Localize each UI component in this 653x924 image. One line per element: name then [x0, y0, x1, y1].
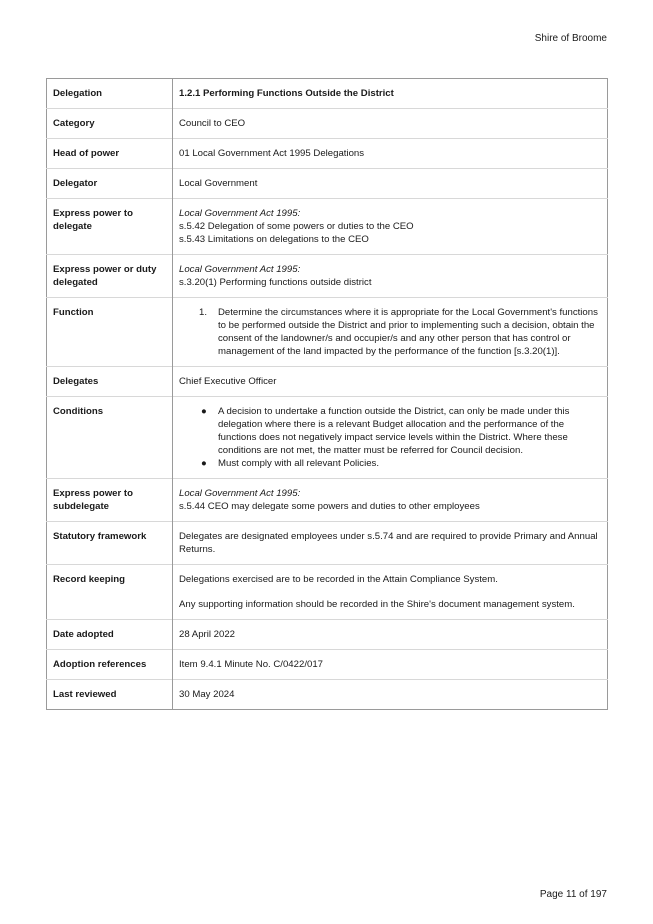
row-delegation — [47, 79, 608, 109]
record-keeping-para: Delegations exercised are to be recorded in the Attain Compliance System. — [179, 574, 498, 585]
conditions-list — [179, 405, 601, 470]
function-item — [179, 306, 601, 358]
value-head-of-power: 01 Local Government Act 1995 Delegations — [173, 139, 608, 169]
value-record-keeping — [173, 565, 608, 620]
row-head-of-power — [47, 139, 608, 169]
value-express-power-duty — [173, 255, 608, 298]
condition-item — [179, 457, 601, 470]
act-name: Local Government Act 1995: — [179, 264, 301, 275]
label-express-power-duty: Express power or duty delegated — [47, 255, 173, 298]
value-statutory-framework: Delegates are designated employees under s.5.74 and are required to provide Primary and Annual Returns. — [173, 522, 608, 565]
label-statutory-framework: Statutory framework — [47, 522, 173, 565]
label-last-reviewed: Last reviewed — [47, 680, 173, 710]
condition-text: A decision to undertake a function outside the District, can only be made under this delegation where there is a relevant Budget allocation and the performance of the functions does not negatively impact service levels within the District. Where these conditions are not met, the matter must be referred for Council decision. — [218, 406, 570, 456]
row-category — [47, 109, 608, 139]
label-date-adopted: Date adopted — [47, 620, 173, 650]
value-date-adopted: 28 April 2022 — [173, 620, 608, 650]
label-record-keeping: Record keeping — [47, 565, 173, 620]
act-name: Local Government Act 1995: — [179, 488, 301, 499]
label-conditions: Conditions — [47, 397, 173, 479]
function-item-number: 1. — [199, 307, 208, 318]
row-last-reviewed — [47, 680, 608, 710]
row-express-power-delegate — [47, 199, 608, 255]
section-line: s.3.20(1) Performing functions outside district — [179, 277, 372, 288]
row-record-keeping — [47, 565, 608, 620]
section-line: s.5.43 Limitations on delegations to the CEO — [179, 234, 369, 245]
label-delegation: Delegation — [47, 79, 173, 109]
bullet-icon: ● — [201, 458, 207, 469]
value-delegator: Local Government — [173, 169, 608, 199]
row-function — [47, 298, 608, 367]
record-keeping-para: Any supporting information should be recorded in the Shire's document management system. — [179, 599, 575, 610]
value-function — [173, 298, 608, 367]
page-header-org: Shire of Broome — [534, 33, 607, 44]
label-express-power-subdelegate: Express power to subdelegate — [47, 479, 173, 522]
value-category: Council to CEO — [173, 109, 608, 139]
label-delegates: Delegates — [47, 367, 173, 397]
row-express-power-duty — [47, 255, 608, 298]
delegation-title: 1.2.1 Performing Functions Outside the District — [179, 88, 394, 99]
value-adoption-references: Item 9.4.1 Minute No. C/0422/017 — [173, 650, 608, 680]
row-statutory-framework — [47, 522, 608, 565]
function-list — [179, 306, 601, 358]
label-category: Category — [47, 109, 173, 139]
label-function: Function — [47, 298, 173, 367]
row-date-adopted — [47, 620, 608, 650]
function-item-text: Determine the circumstances where it is appropriate for the Local Government's functions to be performed outside the District and prior to implementing such a decision, obtain the consent of the landowner/s and occupier/s and any other person that has control or management of the land impacted by the performance of the function [s.3.20(1)]. — [218, 307, 598, 357]
row-express-power-subdelegate — [47, 479, 608, 522]
section-line: s.5.44 CEO may delegate some powers and duties to other employees — [179, 501, 480, 512]
value-conditions — [173, 397, 608, 479]
label-express-power-delegate: Express power to delegate — [47, 199, 173, 255]
act-name: Local Government Act 1995: — [179, 208, 301, 219]
condition-item — [179, 405, 601, 457]
delegation-table — [46, 78, 608, 710]
value-last-reviewed: 30 May 2024 — [173, 680, 608, 710]
label-head-of-power: Head of power — [47, 139, 173, 169]
row-delegates — [47, 367, 608, 397]
page-number: Page 11 of 197 — [539, 889, 607, 900]
section-line: s.5.42 Delegation of some powers or duties to the CEO — [179, 221, 414, 232]
label-delegator: Delegator — [47, 169, 173, 199]
row-conditions — [47, 397, 608, 479]
bullet-icon: ● — [201, 406, 207, 417]
value-express-power-delegate — [173, 199, 608, 255]
value-delegates: Chief Executive Officer — [173, 367, 608, 397]
value-express-power-subdelegate — [173, 479, 608, 522]
row-adoption-references — [47, 650, 608, 680]
row-delegator — [47, 169, 608, 199]
condition-text: Must comply with all relevant Policies. — [218, 458, 380, 469]
label-adoption-references: Adoption references — [47, 650, 173, 680]
